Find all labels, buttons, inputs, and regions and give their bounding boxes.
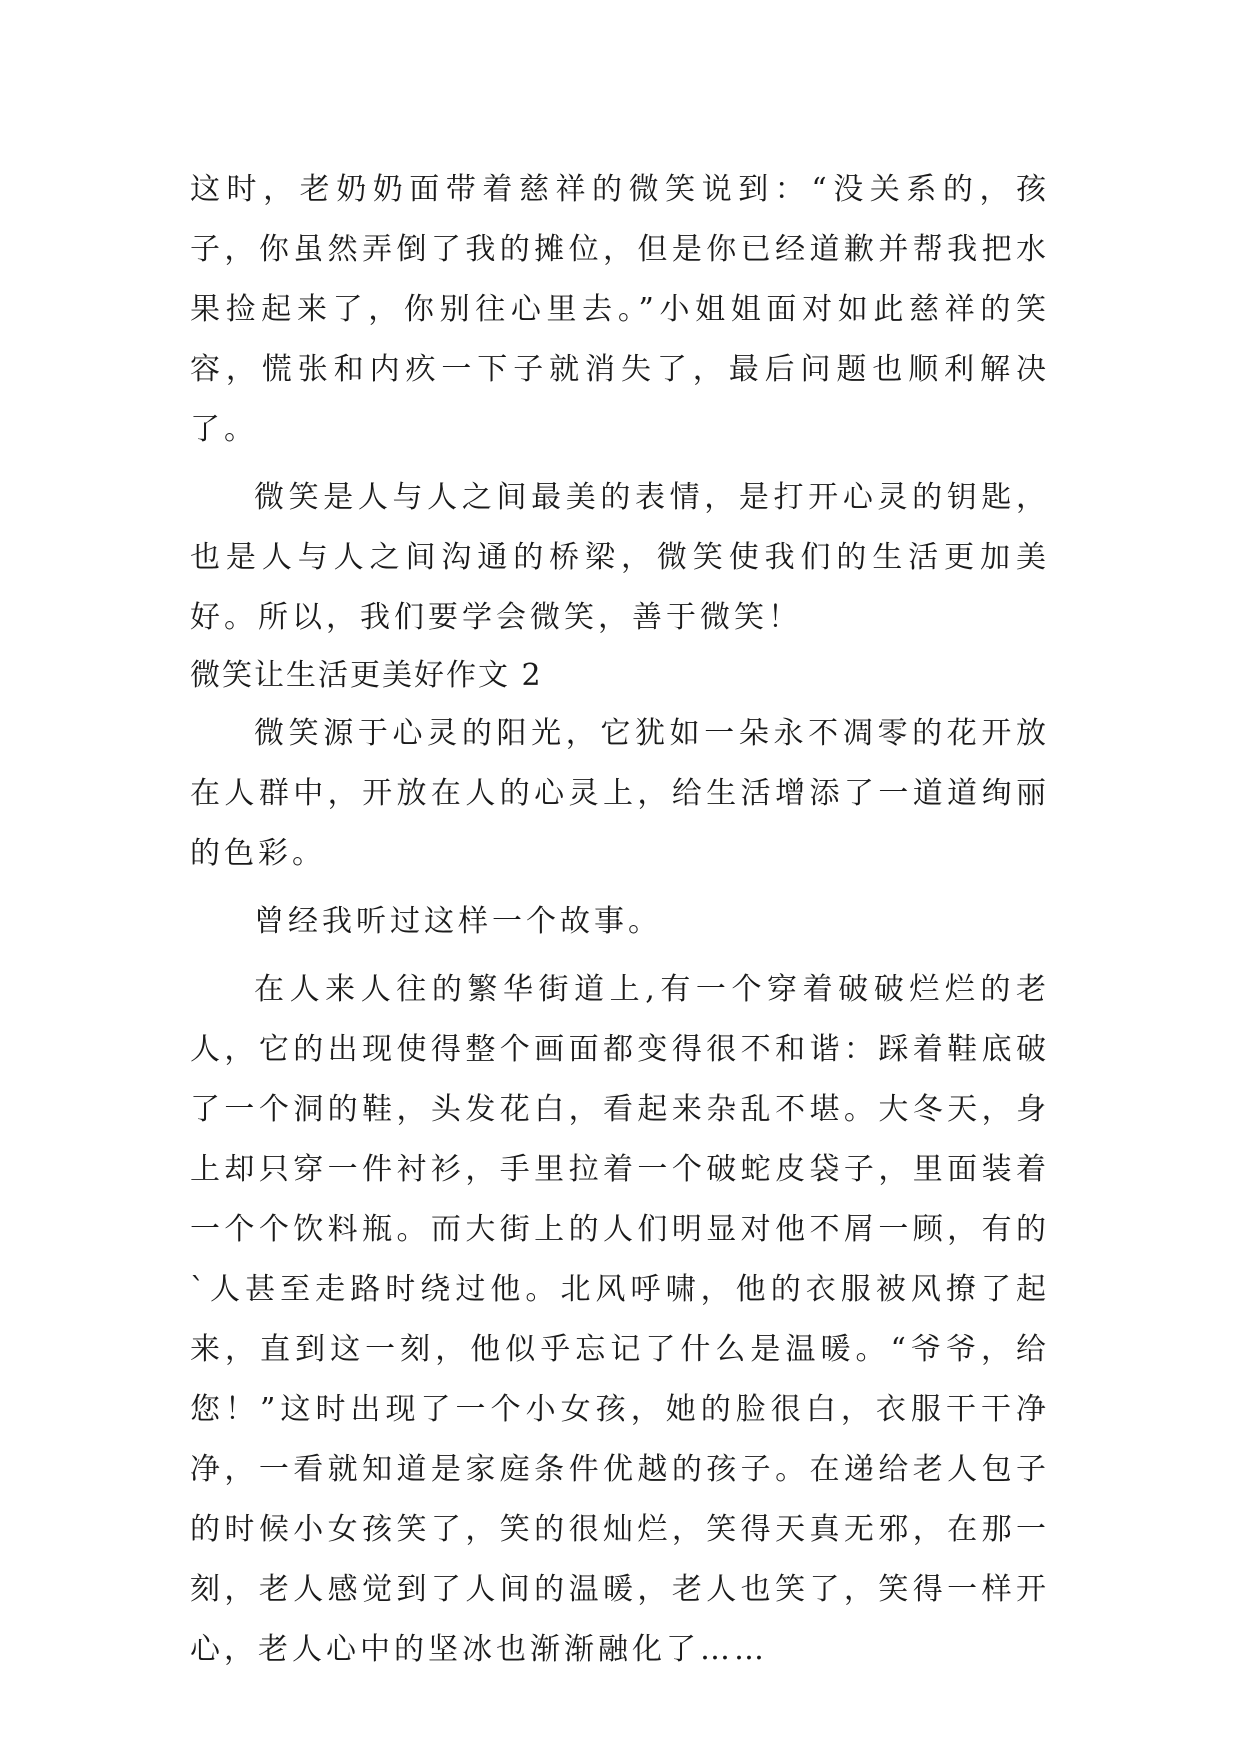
paragraph: 曾经我听过这样一个故事。 [254, 904, 662, 939]
section-heading: 微笑让生活更美好作文 2 [190, 658, 543, 693]
paragraph: 微笑是人与人之间最美的表情，是打开心灵的钥匙，也是人与人之间沟通的桥梁，微笑使我们的生活更加美好。所以，我们要学会微笑，善于微笑！ [190, 480, 1050, 635]
paragraph: 在人来人往的繁华街道上,有一个穿着破破烂烂的老人，它的出现使得整个画面都变得很不和谐：踩着鞋底破了一个洞的鞋，头发花白，看起来杂乱不堪。大冬天，身上却只穿一件衬衫，手里拉着一个破蛇皮袋子，里面装着一个个饮料瓶。而大街上的人们明显对他不屑一顾，有的`人甚至走路时绕过他。北风呼啸，他的衣服被风撩了起来，直到这一刻，他似乎忘记了什么是温暖。“爷爷，给您！”这时出现了一个小女孩，她的脸很白，衣服干干净净，一看就知道是家庭条件优越的孩子。在递给老人包子的时候小女孩笑了，笑的很灿烂，笑得天真无邪，在那一刻，老人感觉到了人间的温暖，老人也笑了，笑得一样开心，老人心中的坚冰也渐渐融化了…… [190, 972, 1050, 1667]
paragraph: 微笑源于心灵的阳光，它犹如一朵永不凋零的花开放在人群中，开放在人的心灵上，给生活增添了一道道绚丽的色彩。 [190, 716, 1050, 871]
document-body [190, 160, 1050, 1680]
paragraph: 这时，老奶奶面带着慈祥的微笑说到：“没关系的，孩子，你虽然弄倒了我的摊位，但是你已经道歉并帮我把水果捡起来了，你别往心里去。”小姐姐面对如此慈祥的笑容，慌张和内疚一下子就消失了，最后问题也顺利解决了。 [190, 172, 1050, 447]
